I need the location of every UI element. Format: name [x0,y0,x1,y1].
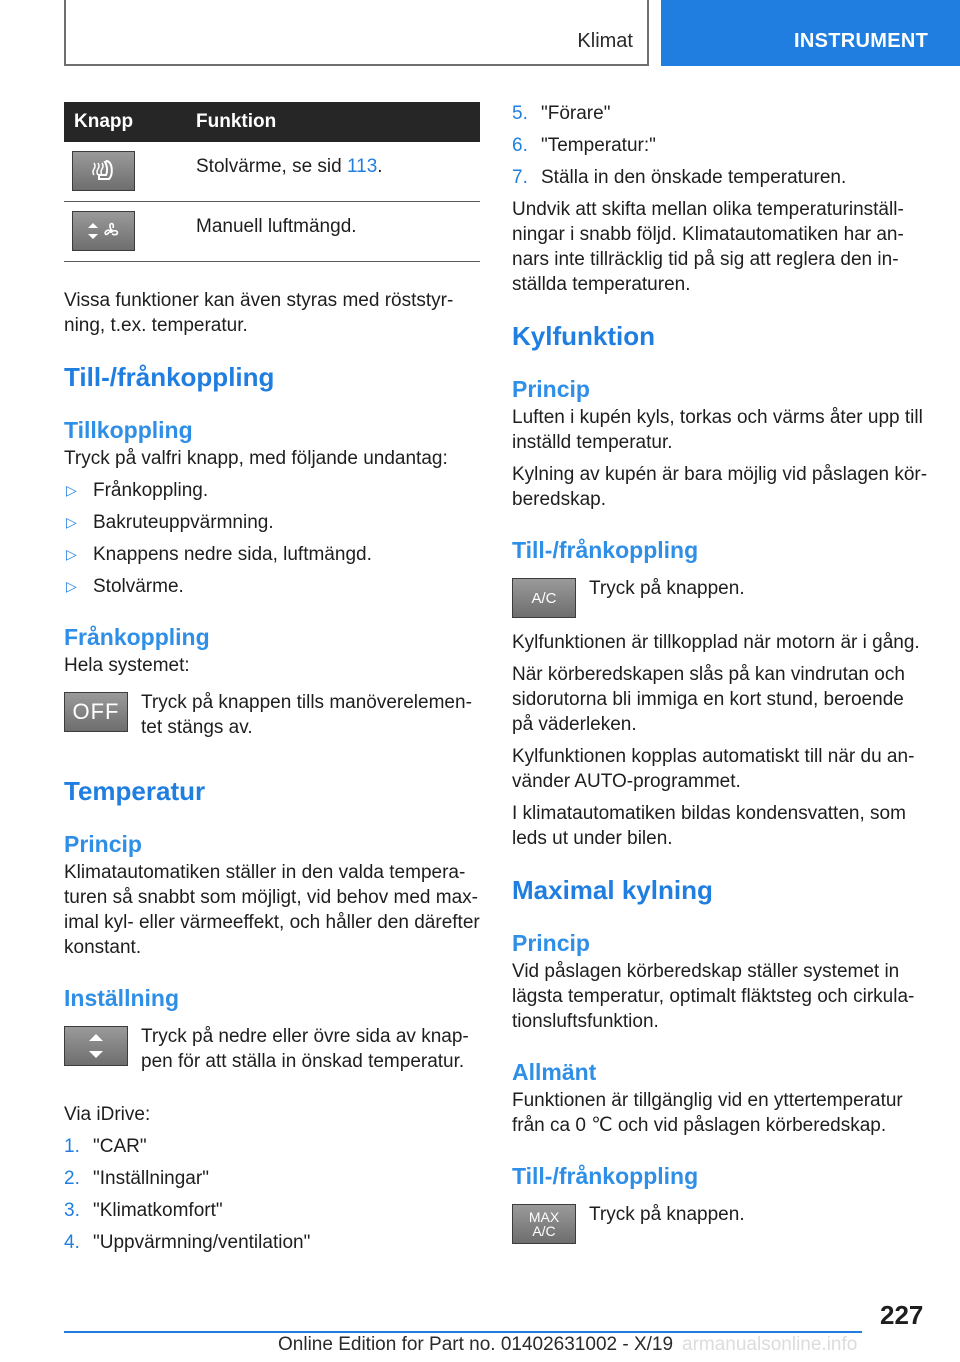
temperature-text: Klimatautomatiken ställer in den valda temperaturen så snabbt som möjligt, vid behov med maximal kyl- eller värmeeffekt, och håller den därefter konstant. [64,861,480,958]
triangle-bullet-icon: ▷ [66,481,77,498]
list-item: ▷ Stolvärme. [66,575,184,597]
heading-principle: Princip [512,930,590,956]
ac-button-icon: A/C [512,578,576,618]
list-item: 1. "CAR" [64,1135,147,1157]
seat-heat-icon [72,151,135,191]
heading-switch-off: Frånkoppling [64,623,210,650]
right-column [512,102,928,1244]
max-ac-button-icon: MAX A/C [512,1204,576,1244]
button-function-table [64,102,480,262]
general-text: Funktionen är tillgänglig vid en yttertemperatur från ca 0 ℃ och vid påslagen körberedskap. [512,1090,903,1136]
list-item: 4. "Uppvärmning/ventilation" [64,1231,311,1253]
list-item: 3. "Klimatkomfort" [64,1199,223,1221]
section-title: Klimat [577,30,633,52]
page-number: 227 [880,1300,924,1330]
table-header-function: Funktion [196,102,480,142]
heading-max-cooling: Maximal kylning [512,875,713,905]
switch-off-text: Hela systemet: [64,654,190,676]
list-item: 6. "Temperatur:" [512,135,656,156]
triangle-bullet-icon: ▷ [66,545,77,562]
cooling-text-2: Kylning av kupén är bara möjlig vid påslagen körberedskap. [512,464,928,510]
intro-text: Vissa funktioner kan även styras med röststyrning, t.ex. temperatur. [64,289,454,336]
list-item: ▷ Knappens nedre sida, luftmängd. [66,543,372,565]
triangle-bullet-icon: ▷ [66,577,77,594]
header-chapter-box [661,0,960,66]
heading-switch-on: Tillkoppling [64,416,193,443]
list-item: 7. Ställa in den önskade temperaturen. [512,167,847,188]
idrive-steps [64,1134,480,1255]
heading-onoff: Till-/frånkoppling [512,1163,699,1189]
off-button-desc: Tryck på knappen tills manöverelementet stängs av. [141,691,472,738]
table-cell-function: Stolvärme, se sid 113. [196,142,480,201]
cooling-text-3: Kylfunktionen är tillkopplad när motorn är i gång. [512,632,920,653]
footer-divider [64,1331,862,1333]
heading-onoff: Till-/frånkoppling [512,537,699,563]
list-item: 2. "Inställningar" [64,1167,209,1189]
idrive-steps-cont [512,101,928,190]
heading-temperature: Temperatur [64,775,206,806]
chapter-title: INSTRUMENT [794,30,929,52]
ac-button-row [512,578,928,618]
heading-onoff: Till-/frånkoppling [64,361,275,392]
table-header-button: Knapp [64,102,196,142]
triangle-bullet-icon: ▷ [66,513,77,530]
list-item: ▷ Bakruteuppvärmning. [66,511,274,533]
heading-general: Allmänt [512,1059,597,1085]
table-row [64,201,480,261]
ac-button-desc: Tryck på knappen. [589,578,745,599]
list-item: ▷ Frånkoppling. [66,479,209,501]
off-button-row [64,692,480,740]
page-link[interactable]: 113 [347,156,378,177]
footer-edition: Online Edition for Part no. 01402631002 - X/19 [278,1334,674,1355]
max-ac-button-desc: Tryck på knappen. [589,1204,745,1225]
table-row [64,142,480,201]
switch-on-text: Tryck på valfri knapp, med följande undantag: [64,447,448,469]
table-cell-function: Manuell luftmängd. [196,201,480,261]
max-cooling-text: Vid påslagen körberedskap ställer systemet in lägsta temperatur, optimalt fläktsteg och cirkulationsluftsfunktion. [512,961,915,1032]
temp-button-row [64,1026,480,1074]
off-button-icon: OFF [64,692,128,732]
warning-text: Undvik att skifta mellan olika temperaturinställningar i snabb följd. Klimatautomatiken har annars inte tillräcklig tid på sig att reglera den inställda temperaturen. [512,199,904,295]
temperature-rocker-icon [64,1026,128,1066]
table-header-row [64,102,480,142]
max-ac-button-row [512,1204,928,1244]
heading-principle: Princip [64,830,142,857]
heading-principle: Princip [512,376,590,402]
heading-cooling: Kylfunktion [512,321,655,351]
via-idrive: Via iDrive: [64,1103,151,1125]
left-column [64,102,480,1255]
cooling-text-4: När körberedskapen slås på kan vindrutan och sidorutorna bli immiga en kort stund, beroende på väderleken. [512,664,905,735]
cooling-text-5: Kylfunktionen kopplas automatiskt till när du använder AUTO-programmet. [512,746,915,792]
cooling-text-6: I klimatautomatiken bildas kondensvatten, som leds ut under bilen. [512,803,906,849]
list-item: 5. "Förare" [512,103,611,124]
fan-manual-icon [72,211,135,251]
watermark: armanualsonline.info [682,1334,858,1355]
cooling-text-1: Luften i kupén kyls, torkas och värms åter upp till inställd temperatur. [512,407,923,453]
heading-setting: Inställning [64,984,179,1011]
header-section-box [64,0,649,66]
exception-list [64,478,480,599]
temp-button-desc: Tryck på nedre eller övre sida av knappen för att ställa in önskad temperatur. [141,1025,469,1072]
